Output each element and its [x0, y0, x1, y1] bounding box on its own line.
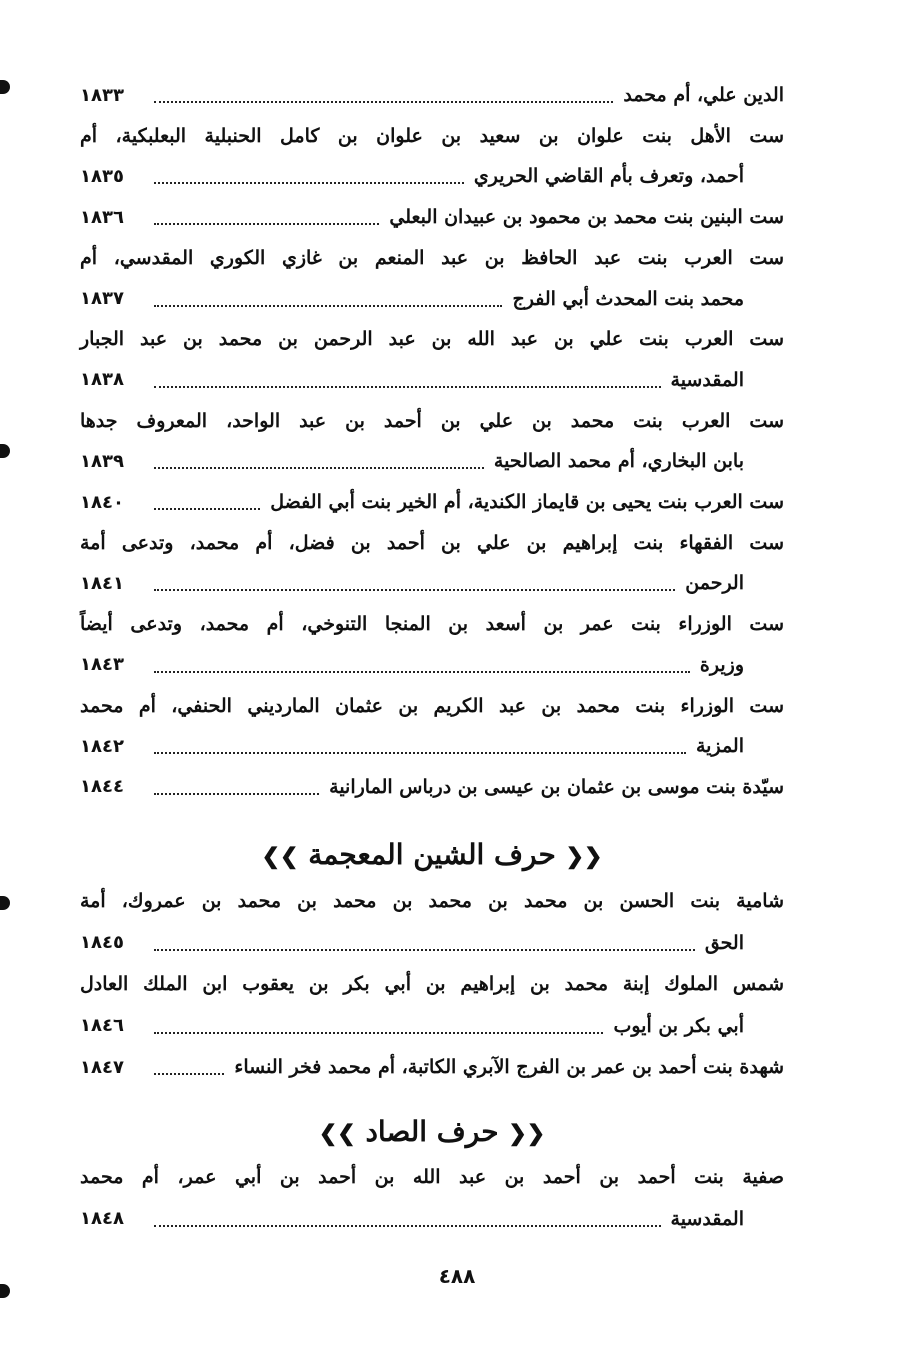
entry-line	[80, 969, 784, 999]
entry-text: ست الفقهاء بنت إبراهيم بن علي بن أحمد بن فضل، أم محمد، وتدعى أمة	[80, 531, 784, 554]
entry-text: شهدة بنت أحمد بن عمر بن الفرج الآبري الكاتبة، أم محمد فخر النساء	[234, 1056, 784, 1078]
entry-text: أبي بكر بن أيوب	[613, 1014, 744, 1037]
entry-line	[80, 1162, 784, 1192]
dot-leader	[154, 101, 613, 103]
entry-line-final	[80, 928, 784, 958]
entry-text: المقدسية	[670, 1207, 744, 1230]
dot-leader	[154, 589, 675, 591]
dot-leader	[154, 949, 695, 951]
entry-line-final	[80, 1052, 784, 1082]
dot-leader	[154, 1225, 661, 1227]
entry-line-final	[80, 284, 784, 314]
dot-leader	[154, 467, 484, 469]
section-heading-shin	[80, 838, 784, 871]
dot-leader	[154, 508, 260, 510]
ornament-icon: ❮❮	[565, 843, 603, 870]
binding-mark	[0, 444, 10, 458]
entry-text: الدين علي، أم محمد	[623, 84, 784, 106]
binding-mark	[0, 80, 10, 94]
entry-number: ١٨٤٦	[80, 1015, 124, 1036]
entry-line-final	[80, 161, 784, 191]
binding-mark	[0, 896, 10, 910]
dot-leader	[154, 305, 502, 307]
entry-line	[80, 406, 784, 436]
entry-number: ١٨٣٧	[80, 288, 124, 309]
ornament-icon: ❯❯	[318, 1120, 356, 1147]
entry-line	[80, 121, 784, 151]
entry-text: بابن البخاري، أم محمد الصالحية	[493, 450, 744, 473]
entry-text: المقدسية	[670, 368, 744, 391]
entry-number: ١٨٣٩	[80, 450, 124, 472]
entry-line	[80, 528, 784, 558]
entry-number: ١٨٤٠	[80, 491, 124, 513]
entry-line-final	[80, 80, 784, 110]
entry-text: صفية بنت أحمد بن أحمد بن عبد الله بن أحمد بن أبي عمر، أم محمد	[80, 1166, 784, 1188]
dot-leader	[154, 752, 686, 754]
entry-text: شامية بنت الحسن بن محمد بن محمد بن محمد بن محمد بن عمروك، أمة	[80, 890, 784, 912]
entry-number: ١٨٤٨	[80, 1208, 124, 1229]
entry-number: ١٨٤٤	[80, 776, 124, 798]
entry-text: وزيرة	[699, 653, 744, 676]
entry-text: أحمد، وتعرف بأم القاضي الحريري	[473, 165, 744, 188]
entry-line	[80, 324, 784, 354]
entry-line-final	[80, 731, 784, 761]
entry-text: ست العرب بنت علي بن عبد الله بن عبد الرحمن بن محمد بن عبد الجبار	[80, 328, 784, 351]
entry-line-final	[80, 446, 784, 476]
entry-text: سيّدة بنت موسى بن عثمان بن عيسى بن درباس المارانية	[329, 775, 784, 798]
entry-line	[80, 243, 784, 273]
entry-text: شمس الملوك إبنة محمد بن إبراهيم بن أبي بكر بن يعقوب ابن الملك العادل	[80, 973, 784, 995]
entry-number: ١٨٤٢	[80, 735, 124, 757]
dot-leader	[154, 386, 661, 388]
entry-number: ١٨٣٨	[80, 369, 124, 391]
dot-leader	[154, 793, 319, 795]
entry-text: ست العرب بنت محمد بن علي بن أحمد بن عبد الواحد، المعروف جدها	[80, 409, 784, 432]
entry-text: الرحمن	[685, 572, 744, 595]
entry-number: ١٨٤١	[80, 572, 124, 594]
dot-leader	[154, 182, 464, 184]
dot-leader	[154, 223, 379, 225]
entry-number: ١٨٣٦	[80, 206, 124, 228]
entry-text: المزية	[695, 735, 744, 758]
entry-text: ست الوزراء بنت عمر بن أسعد بن المنجا التنوخي، أم محمد، وتدعى أيضاً	[80, 613, 784, 636]
entry-line	[80, 886, 784, 916]
entry-text: ست العرب بنت يحيى بن قايماز الكندية، أم الخير بنت أبي الفضل	[270, 491, 784, 513]
entry-line-final	[80, 1011, 784, 1041]
entry-line-final	[80, 202, 784, 232]
entry-text: محمد بنت المحدث أبي الفرج	[512, 287, 744, 310]
entry-text: ست الوزراء بنت محمد بن عبد الكريم بن عثمان المارديني الحنفي، أم محمد	[80, 694, 784, 717]
entry-line-final	[80, 568, 784, 598]
entry-text: ست البنين بنت محمد بن محمود بن عبيدان البعلي	[389, 206, 784, 229]
entry-number: ١٨٤٧	[80, 1056, 124, 1078]
entry-line-final	[80, 650, 784, 680]
ornament-icon: ❯❯	[261, 843, 299, 870]
entry-line	[80, 691, 784, 721]
entry-line	[80, 609, 784, 639]
entry-line-final	[80, 487, 784, 517]
entry-number: ١٨٣٣	[80, 84, 124, 106]
section-heading-text: حرف الشين المعجمة	[308, 838, 556, 871]
dot-leader	[154, 1073, 224, 1075]
ornament-icon: ❮❮	[508, 1120, 546, 1147]
entry-line-final	[80, 365, 784, 395]
entry-number: ١٨٤٥	[80, 932, 124, 953]
entry-text: ست العرب بنت عبد الحافظ بن عبد المنعم بن غازي الكوري المقدسي، أم	[80, 246, 784, 269]
entry-text: الحق	[704, 931, 744, 954]
entry-number: ١٨٤٣	[80, 654, 124, 676]
entry-number: ١٨٣٥	[80, 165, 124, 187]
entry-line-final	[80, 772, 784, 802]
entry-text: ست الأهل بنت علوان بن سعيد بن علوان بن كامل الحنبلية البعلبكية، أم	[80, 124, 784, 147]
section-heading-sad	[80, 1115, 784, 1148]
dot-leader	[154, 671, 690, 673]
entry-line-final	[80, 1204, 784, 1234]
dot-leader	[154, 1032, 603, 1034]
page-number: ٤٨٨	[438, 1264, 476, 1288]
section-heading-text: حرف الصاد	[365, 1115, 499, 1148]
